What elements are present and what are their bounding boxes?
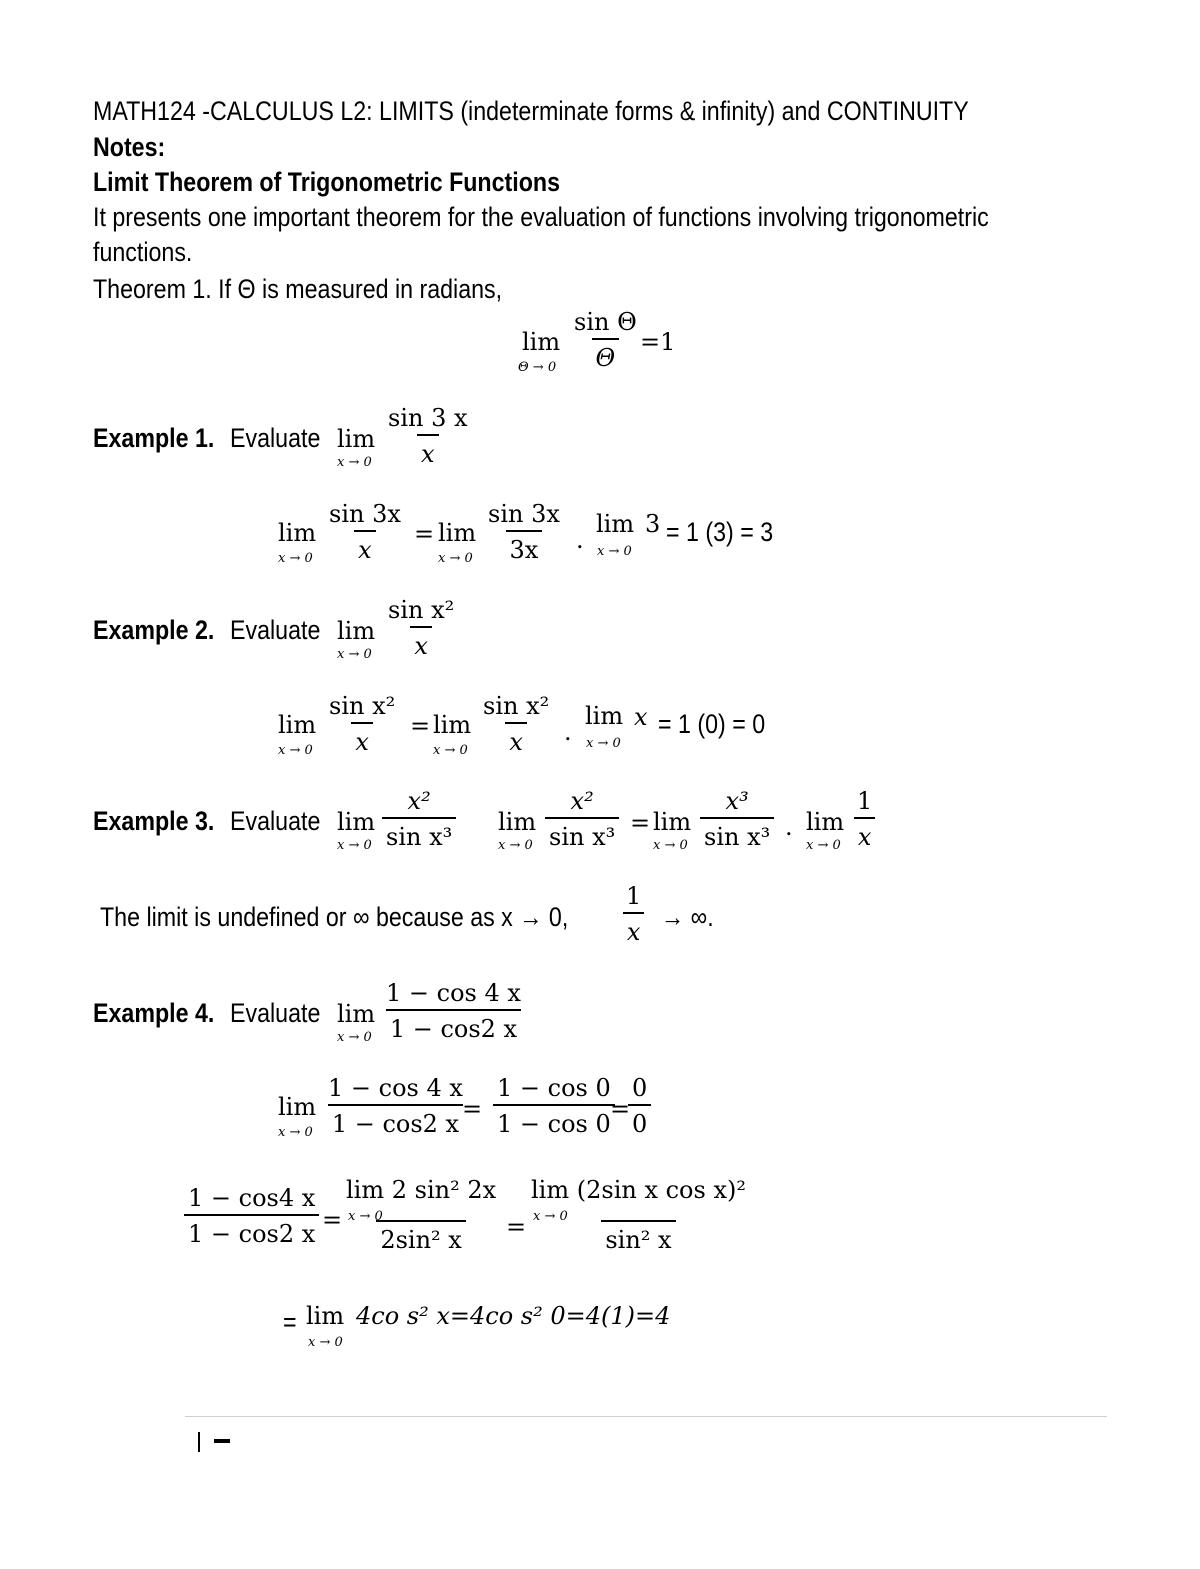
example-4-work-eq-2: = xyxy=(610,1095,631,1123)
example-3-conclusion-tail: → ∞. xyxy=(661,902,714,932)
example-2-lim: lim xyxy=(337,617,376,645)
example-1-work-eq: = xyxy=(414,520,435,548)
example-4-step2-den-2: 2sin² x xyxy=(376,1220,466,1252)
example-1-fraction xyxy=(384,406,472,466)
example-1-lim-sub: x → 0 xyxy=(337,455,372,470)
example-3-work-sub-3: x → 0 xyxy=(806,838,841,853)
example-3-work-sub-2: x → 0 xyxy=(653,838,688,853)
example-2-work-den-1: x xyxy=(351,722,373,754)
example-4-work-den-1: 1 − cos2 x xyxy=(328,1104,463,1136)
example-4-step2-eq-2: = xyxy=(506,1213,527,1241)
example-3-lim: lim xyxy=(337,808,376,836)
example-2-denominator: x xyxy=(410,626,432,658)
example-1-work-lim-3: lim xyxy=(596,510,635,538)
theorem-rhs: =1 xyxy=(640,328,676,356)
example-2-result: = 1 (0) = 0 xyxy=(658,709,766,739)
example-1-work-lim-2: lim xyxy=(438,519,477,547)
example-3-work-fraction-1 xyxy=(545,789,619,849)
intro-line-1: It presents one important theorem for the evaluation of functions involving trigonometric xyxy=(93,202,989,232)
section-title: Limit Theorem of Trigonometric Functions xyxy=(93,167,561,197)
example-2-lim-sub: x → 0 xyxy=(337,647,372,662)
example-3-conclusion-den: x xyxy=(623,912,645,944)
example-4-step3-lim: lim xyxy=(306,1302,345,1330)
example-2-numerator: sin x² xyxy=(388,596,455,624)
example-4-step2-eq: = xyxy=(322,1206,343,1234)
example-1-work-den-1: x xyxy=(354,530,376,562)
example-3-work-dot: . xyxy=(785,813,793,841)
example-3-conclusion-fraction xyxy=(622,884,645,944)
example-3-work-lim-1: lim xyxy=(498,808,537,836)
example-2-fraction xyxy=(384,598,458,658)
example-4-work-fraction-1 xyxy=(324,1076,467,1136)
example-3-lim-sub: x → 0 xyxy=(337,838,372,853)
example-3-work-lim-2: lim xyxy=(653,808,692,836)
example-3-work-lim-3: lim xyxy=(806,808,845,836)
example-1-work-num-2: sin 3x xyxy=(488,500,560,528)
example-2-work-fraction-2 xyxy=(479,694,553,754)
example-4-prompt: Evaluate xyxy=(230,998,321,1028)
footer-separator xyxy=(198,1432,200,1452)
example-3-work-sub-1: x → 0 xyxy=(498,838,533,853)
example-4-step3-expr: 4co s² x=4co s² 0=4(1)=4 xyxy=(356,1302,671,1330)
example-4-step2-den-1: 1 − cos2 x xyxy=(184,1214,319,1246)
example-4-step2-sub-2: x → 0 xyxy=(348,1209,383,1224)
example-3-work-eq: = xyxy=(630,809,651,837)
example-2-work-num-2: sin x² xyxy=(483,692,550,720)
example-3-work-fraction-2 xyxy=(700,789,774,849)
footer-page-mark xyxy=(214,1439,230,1443)
example-4-work-num-1: 1 − cos 4 x xyxy=(328,1074,463,1102)
intro-line-2: functions. xyxy=(93,237,193,267)
theorem-numerator: sin Θ xyxy=(574,308,637,336)
example-1-work-fraction-1 xyxy=(325,502,405,562)
example-4-denominator: 1 − cos2 x xyxy=(386,1009,521,1041)
example-2-work-eq: = xyxy=(410,712,431,740)
example-1-denominator: x xyxy=(417,434,439,466)
example-4-step3-prefix: = xyxy=(283,1307,297,1337)
example-3-work-den-1: sin x³ xyxy=(545,817,619,849)
example-1-work-num-1: sin 3x xyxy=(329,500,401,528)
example-4-step2-num-3: lim (2sin x cos x)² xyxy=(531,1176,746,1204)
example-2-work-sub-1: x → 0 xyxy=(278,743,313,758)
example-3-work-den-3: x xyxy=(854,817,876,849)
example-4-step2-sub-3: x → 0 xyxy=(533,1209,568,1224)
theorem-lim: lim xyxy=(522,328,561,356)
example-4-lim: lim xyxy=(337,1000,376,1028)
example-1-lim: lim xyxy=(337,425,376,453)
example-3-conclusion-num: 1 xyxy=(626,882,642,910)
theorem-fraction xyxy=(570,310,641,370)
example-4-work-num-3: 0 xyxy=(632,1074,648,1102)
example-1-prompt: Evaluate xyxy=(230,423,321,453)
example-3-conclusion: The limit is undefined or ∞ because as x → 0, xyxy=(100,902,569,932)
example-4-step2-num-2: lim 2 sin² 2x xyxy=(346,1176,497,1204)
example-1-work-sub-3: x → 0 xyxy=(597,544,632,559)
example-2-work-lim-2: lim xyxy=(433,711,472,739)
example-2-work-sub-2: x → 0 xyxy=(433,743,468,758)
example-3-label: Example 3. xyxy=(93,806,215,836)
example-1-work-lim-1: lim xyxy=(278,519,317,547)
example-3-numerator: x² xyxy=(407,787,431,815)
example-1-work-fraction-2 xyxy=(484,502,564,562)
example-3-denominator: sin x³ xyxy=(382,817,456,849)
example-1-numerator: sin 3 x xyxy=(388,404,468,432)
example-2-work-dot: . xyxy=(564,718,572,746)
example-4-work-den-2: 1 − cos 0 xyxy=(493,1104,615,1136)
example-2-work-fraction-1 xyxy=(325,694,399,754)
theorem-text: Theorem 1. If Θ is measured in radians, xyxy=(93,274,503,304)
footer-divider xyxy=(185,1416,1107,1417)
example-2-work-lim-3: lim xyxy=(585,702,624,730)
example-3-fraction xyxy=(382,789,456,849)
example-1-work-dot: . xyxy=(576,526,584,554)
example-2-work-sub-3: x → 0 xyxy=(586,736,621,751)
example-4-work-sub-1: x → 0 xyxy=(278,1125,313,1140)
example-4-work-eq: = xyxy=(462,1095,483,1123)
example-3-work-den-2: sin x³ xyxy=(700,817,774,849)
example-4-lim-sub: x → 0 xyxy=(337,1030,372,1045)
example-4-work-num-2: 1 − cos 0 xyxy=(497,1074,611,1102)
theorem-denominator: Θ xyxy=(592,338,620,370)
example-3-work-fraction-3 xyxy=(853,789,876,849)
example-3-work-num-1: x² xyxy=(570,787,594,815)
example-3-prompt: Evaluate xyxy=(230,806,321,836)
example-4-work-fraction-3 xyxy=(628,1076,651,1136)
example-4-fraction xyxy=(382,981,525,1041)
example-4-step2-fraction-1 xyxy=(184,1186,319,1246)
example-4-step3-sub: x → 0 xyxy=(308,1335,343,1350)
example-1-work-tail: 3 xyxy=(645,510,661,538)
example-3-work-num-3: 1 xyxy=(857,787,873,815)
example-1-work-sub-1: x → 0 xyxy=(278,551,313,566)
notes-label: Notes: xyxy=(93,132,166,162)
theorem-lim-sub: Θ → 0 xyxy=(518,360,557,375)
example-2-work-num-1: sin x² xyxy=(329,692,396,720)
example-4-work-fraction-2 xyxy=(493,1076,615,1136)
example-1-work-sub-2: x → 0 xyxy=(438,551,473,566)
example-2-prompt: Evaluate xyxy=(230,615,321,645)
example-1-label: Example 1. xyxy=(93,423,215,453)
example-2-work-lim-1: lim xyxy=(278,711,317,739)
example-1-result: = 1 (3) = 3 xyxy=(666,517,774,547)
example-4-work-lim-1: lim xyxy=(278,1093,317,1121)
page-title: MATH124 -CALCULUS L2: LIMITS (indeterminate forms & infinity) and CONTINUITY xyxy=(93,96,969,126)
example-2-work-den-2: x xyxy=(505,722,527,754)
example-4-work-den-3: 0 xyxy=(628,1104,651,1136)
example-4-step2-den-3: sin² x xyxy=(601,1220,675,1252)
example-4-numerator: 1 − cos 4 x xyxy=(386,979,521,1007)
example-3-work-num-2: x³ xyxy=(725,787,749,815)
example-2-work-tail: x xyxy=(634,703,648,731)
example-2-label: Example 2. xyxy=(93,615,215,645)
example-4-step2-num-1: 1 − cos4 x xyxy=(188,1184,316,1212)
example-1-work-den-2: 3x xyxy=(506,530,543,562)
example-4-label: Example 4. xyxy=(93,998,215,1028)
